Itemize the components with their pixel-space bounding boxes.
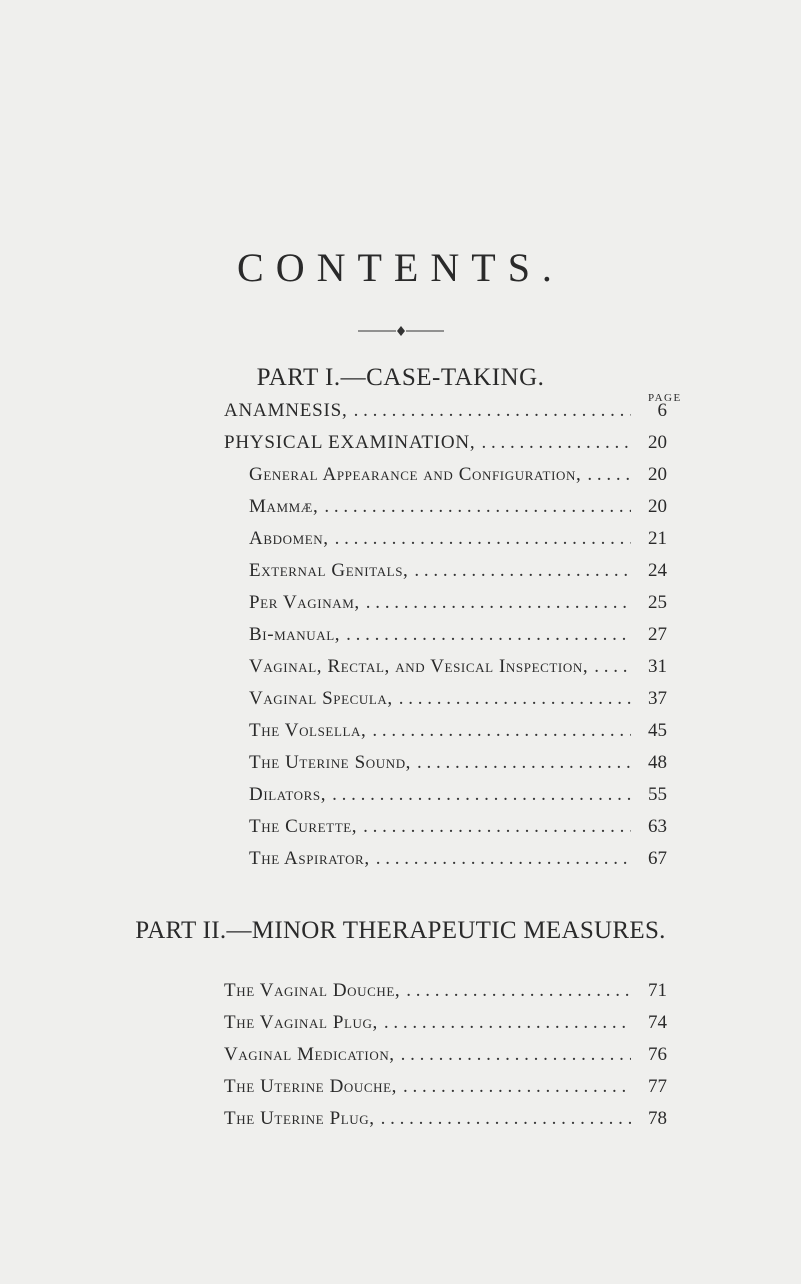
toc-entry [249,525,667,553]
page-column-label: PAGE [648,392,682,404]
toc-entry [249,653,667,681]
toc-entry [249,685,667,713]
entry-page: 24 [648,560,667,581]
entry-label: The Volsella, [249,720,367,741]
toc-entry [224,1009,667,1037]
entry-label: The Uterine Plug, [224,1108,375,1129]
entry-label: Mammæ, [249,496,319,517]
entry-page: 45 [648,720,667,741]
ornament-divider [358,324,444,338]
toc-entry [249,717,667,745]
entry-page: 71 [648,980,667,1001]
toc-entry [224,397,667,425]
entry-label: Dilators, [249,784,327,805]
toc-entry [249,557,667,585]
toc-entry [224,1041,667,1069]
entry-page: 74 [648,1012,667,1033]
entry-page: 48 [648,752,667,773]
entry-page: 25 [648,592,667,613]
toc-entry [249,621,667,649]
toc-entry [249,781,667,809]
entry-page: 55 [648,784,667,805]
entry-label: The Uterine Douche, [224,1076,398,1097]
entry-page: 76 [648,1044,667,1065]
entry-page: 77 [648,1076,667,1097]
toc-entry [224,1105,667,1133]
toc-entry [249,589,667,617]
entry-label: ANAMNESIS, [224,400,348,421]
entry-label: PHYSICAL EXAMINATION, [224,432,476,453]
entry-label: Bi-manual, [249,624,341,645]
toc-entry [249,813,667,841]
entry-label: Vaginal Medication, [224,1044,395,1065]
entry-label: The Uterine Sound, [249,752,412,773]
entry-page: 20 [648,496,667,517]
page-title: CONTENTS. [237,245,564,290]
entry-label: Vaginal, Rectal, and Vesical Inspection, [249,656,589,677]
part-2-heading: PART II.—MINOR THERAPEUTIC MEASURES. [135,917,666,944]
entry-page: 27 [648,624,667,645]
entry-page: 78 [648,1108,667,1129]
toc-entry [249,845,667,873]
entry-page: 20 [648,464,667,485]
entry-page: 20 [648,432,667,453]
toc-entry [224,977,667,1005]
entry-label: General Appearance and Configuration, [249,464,582,485]
entry-page: 63 [648,816,667,837]
entry-label: The Vaginal Plug, [224,1012,378,1033]
entry-label: The Vaginal Douche, [224,980,401,1001]
entry-page: 31 [648,656,667,677]
entry-page: 21 [648,528,667,549]
entry-label: The Curette, [249,816,358,837]
toc-entry [249,749,667,777]
entry-page: 37 [648,688,667,709]
toc-entry [249,493,667,521]
entry-page: 67 [648,848,667,869]
entry-label: Vaginal Specula, [249,688,393,709]
entry-label: Per Vaginam, [249,592,360,613]
entry-label: External Genitals, [249,560,409,581]
entry-page: 6 [657,400,667,421]
entry-label: The Aspirator, [249,848,370,869]
toc-entry [249,461,667,489]
toc-entry [224,1073,667,1101]
entry-label: Abdomen, [249,528,329,549]
toc-entry [224,429,667,457]
part-1-heading: PART I.—CASE-TAKING. [256,364,545,391]
